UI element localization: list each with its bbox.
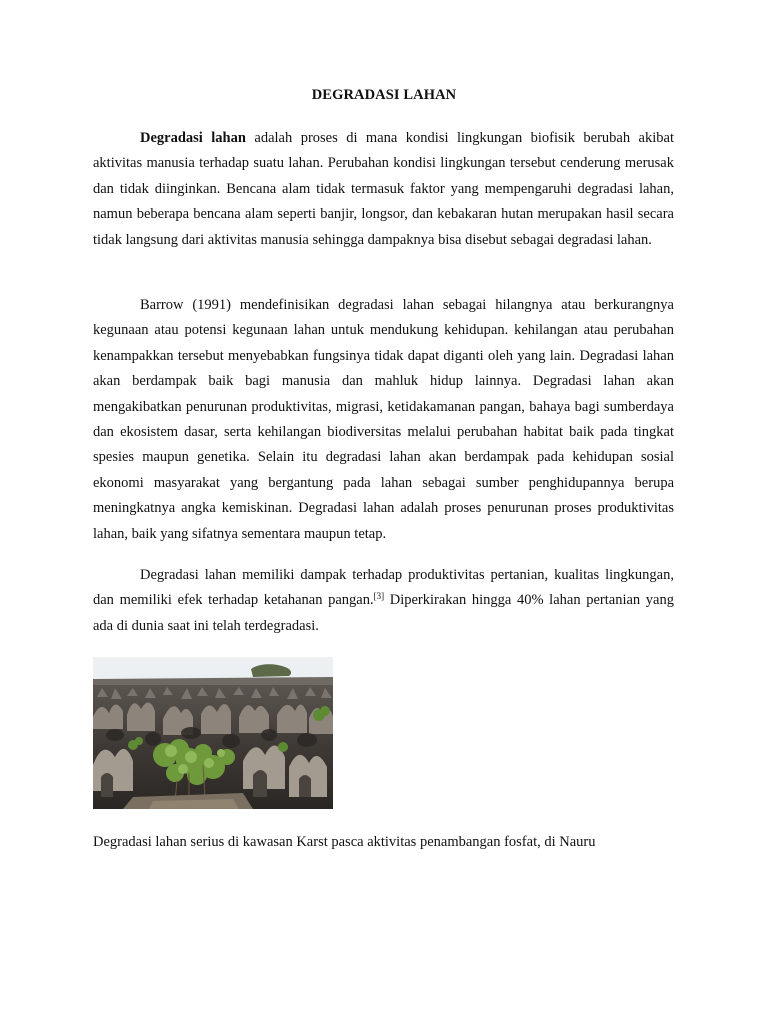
paragraph-3-body-end: Diperkirakan hingga 40% lahan pertanian yang ada di dunia saat ini telah terdegradasi. <box>93 592 674 634</box>
paragraph-1 <box>93 126 674 253</box>
paragraph-1-body: adalah proses di mana kondisi lingkungan biofisik berubah akibat aktivitas manusia terhadap suatu lahan. Perubahan kondisi lingkungan tersebut cenderung merusak dan tidak diinginkan. Bencana alam tidak termasuk faktor yang mempengaruhi degradasi lahan, namun beberapa bencana alam seperti banjir, longsor, dan kebakaran hutan merupakan hasil secara tidak langsung dari aktivitas manusia sehingga dampaknya bisa disebut sebagai degradasi lahan. <box>93 130 674 248</box>
paragraph-3 <box>93 563 674 639</box>
paragraph-2-body: Barrow (1991) mendefinisikan degradasi lahan sebagai hilangnya atau berkurangnya kegunaan atau potensi kegunaan lahan untuk mendukung kehidupan. kehilangan atau perubahan kenampakkan tersebut menyebabkan fungsinya tidak dapat diganti oleh yang lain. Degradasi lahan akan berdampak baik bagi manusia dan mahluk hidup lainnya. Degradasi lahan akan mengakibatkan penurunan produktivitas, migrasi, ketidakamanan pangan, bahaya bagi sumberdaya dan ekosistem dasar, serta kehilangan biodiversitas melalui perubahan habitat baik pada tingkat spesies maupun genetika. Selain itu degradasi lahan akan berdampak pada kehidupan sosial ekonomi masyarakat yang bergantung pada lahan sebagai sumber penghidupannya berupa meningkatnya angka kemiskinan. Degradasi lahan adalah proses penurunan proses produktivitas lahan, baik yang sifatnya sementara maupun tetap. <box>93 297 674 542</box>
paragraph-3-body-start: Degradasi lahan memiliki dampak terhadap produktivitas pertanian, kualitas lingkungan, dan memiliki efek terhadap ketahanan pangan. <box>93 567 674 609</box>
karst-landscape-photo <box>93 657 333 809</box>
paragraph-1-bold-term: Degradasi lahan <box>140 130 246 146</box>
paragraph-2 <box>93 293 674 547</box>
figure-caption: Degradasi lahan serius di kawasan Karst pasca aktivitas penambangan fosfat, di Nauru <box>93 834 596 850</box>
document-title: DEGRADASI LAHAN <box>311 87 457 103</box>
footnote-reference[interactable]: [3] <box>373 591 385 602</box>
